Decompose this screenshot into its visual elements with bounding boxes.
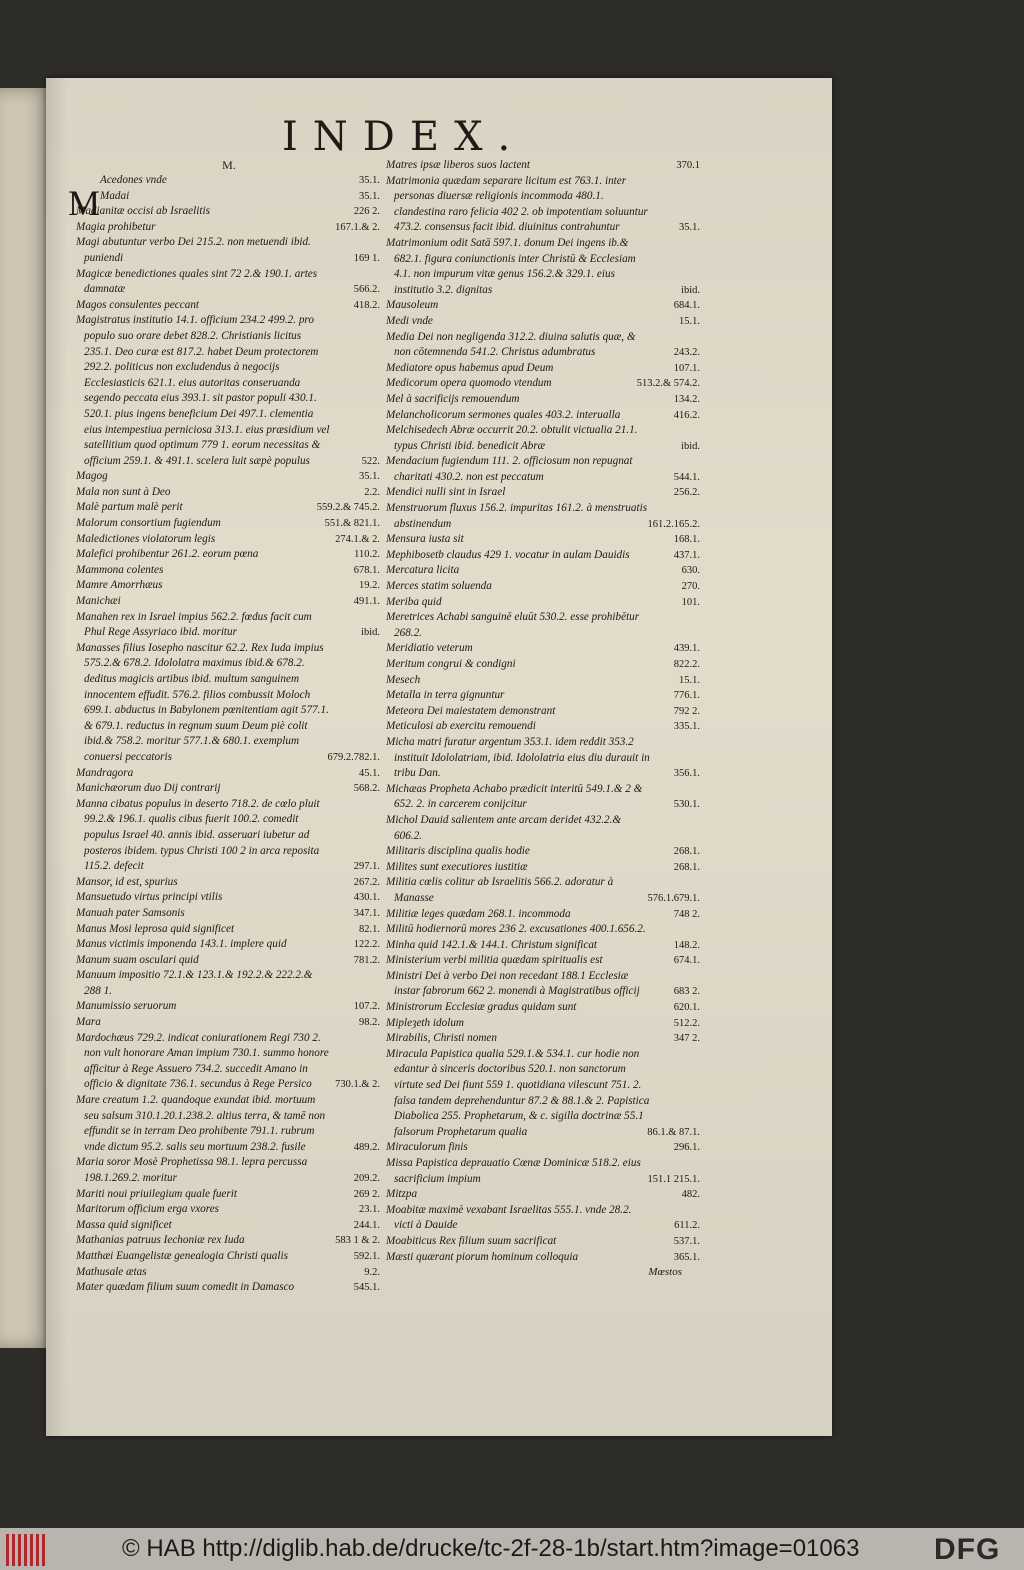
entry-text: Mensura iusta sit [386,533,464,546]
entry-page-ref: 134.2. [673,393,700,405]
entry-page-ref: 537.1. [673,1235,700,1247]
index-entry [76,220,382,236]
index-entry [386,236,702,298]
index-entry [76,1280,382,1296]
index-entry [386,174,702,236]
index-entry [386,595,702,611]
index-entry [386,610,702,641]
entry-text: Mansuetudo virtus principi vtilis [76,891,223,904]
index-entry [386,1234,702,1250]
entry-text: Madianitæ occisi ab Israelitis [76,205,210,218]
index-entry [76,516,382,532]
index-entry [76,1155,382,1186]
entry-page-ref: 86.1.& 87.1. [647,1126,700,1138]
index-entry [386,673,702,689]
entry-page-ref: 347 2. [673,1033,700,1045]
entry-text: Massa quid significet [76,1218,172,1231]
index-entry [386,641,702,657]
entry-page-ref: 148.2. [673,939,700,951]
entry-text: Manichæi [76,595,121,608]
hab-logo-icon [6,1534,46,1566]
entry-text: Malorum consortium fugiendum [76,517,221,530]
entry-text: Mare creatum 1.2. quandoque exundat ibid. mortuum seu salsum 310.1.20.1.238.2. altius terra, & tamē non effundit se in terram Deo prohibente 791.1. rubrum vnde dictum 95.2. salis seu mortuum 238.2. fusile [76,1094,326,1153]
index-entry [76,547,382,563]
entry-text: Michæas Propheta Achabo prædicit interitū 549.1.& 2 & 652. 2. in carcerem conijcitur [386,782,643,811]
index-entry [386,735,702,782]
index-entry [386,844,702,860]
entry-text: Mitzpa [386,1188,418,1201]
index-entry [76,1187,382,1203]
index-entry [76,1265,382,1281]
entry-page-ref: 19.2. [359,580,380,592]
entry-page-ref: 583 1 & 2. [335,1235,380,1247]
index-entry [76,766,382,782]
index-entry [386,907,702,923]
index-entry [386,813,702,844]
entry-text: Mirabilis, Christi nomen [386,1032,497,1045]
entry-text: Mater quædam filium suum comedit in Damasco [76,1281,295,1294]
index-entry [386,532,702,548]
entry-text: Magia prohibetur [76,220,156,233]
index-entry [386,361,702,377]
index-entry [386,953,702,969]
index-entry [386,657,702,673]
entry-page-ref: 35.1. [679,222,700,234]
entry-page-ref: 270. [681,581,700,593]
entry-text: Mathusale ætas [76,1265,147,1278]
index-entry [386,1203,702,1234]
entry-page-ref: 209.2. [353,1173,380,1184]
entry-text: Manumissio seruorum [76,1000,177,1013]
index-entry [386,454,702,485]
index-entry [386,392,702,408]
entry-text: Moabitæ maximè vexabant Israelitas 555.1. vnde 28.2. victi à Dauide [386,1203,632,1232]
entry-text: Manum suam osculari quid [76,953,199,966]
index-entry [76,235,382,266]
index-entry [386,314,702,330]
index-entry [386,579,702,595]
entry-text: Magog [76,470,108,483]
entry-page-ref: 167.1.& 2. [335,221,380,233]
index-entry [386,688,702,704]
entry-text: Militia cœlis colitur ab Israelitis 566.2. adoratur à Manasse [386,876,614,904]
index-entry [76,500,382,516]
entry-text: Meritum congrui & condigni [386,658,516,670]
entry-page-ref: 267.2. [353,876,380,888]
entry-page-ref: 98.2. [359,1017,380,1029]
index-entry [76,1249,382,1265]
entry-text: Mendacium fugiendum 111. 2. officiosum non repugnat charitati 430.2. non est peccatum [386,455,633,483]
entry-text: Malè partum malè perit [76,501,183,514]
entry-text: Magos consulentes peccant [76,298,200,311]
index-entry [386,782,702,813]
entry-page-ref: 268.1. [673,846,700,858]
entry-page-ref: 101. [681,596,700,608]
entry-page-ref: ibid. [361,627,380,639]
entry-text: Mardochæus 729.2. indicat coniurationem Regi 730 2. non vult honorare Aman impium 730.1. summo honore afficitur à Rege Assuero 734.2. succedit Amano in officio & dignitate 736.1. secundus à Rege Persico [76,1031,329,1091]
entry-text: Manahen rex in Israel impius 562.2. fœdus facit cum Phul Rege Assyriaco ibid. moritur [76,610,312,639]
entry-page-ref: 437.1. [673,549,700,561]
entry-page-ref: 522. [361,455,380,467]
index-entry [386,485,702,501]
entry-text: Militaris disciplina qualis hodie [386,845,530,858]
entry-text: Ministerium verbi militia quædam spiritualis est [386,954,603,967]
entry-page-ref: 678.1. [353,564,380,576]
entry-page-ref: 82.1. [359,923,380,935]
entry-text: Meriba quid [386,595,442,608]
entry-page-ref: 576.1.679.1. [647,892,700,904]
entry-page-ref: 107.2. [353,1001,380,1013]
catchword: Mœstos [648,1266,682,1279]
index-entry [76,532,382,548]
entry-text: Mercatura licita [386,564,460,577]
index-entry [386,1250,702,1266]
index-entry [76,485,382,501]
index-entry [386,969,702,1000]
entry-page-ref: 674.1. [673,955,700,967]
entry-page-ref: 2.2. [364,486,380,498]
index-entry [386,1047,702,1141]
index-entry [386,922,702,938]
entry-page-ref: 335.1. [673,721,700,733]
index-entry [386,158,702,174]
entry-page-ref: 418.2. [353,299,380,311]
entry-page-ref: 730.1.& 2. [335,1079,380,1091]
entry-text: Mæsti quærant piorum hominum colloquia [386,1250,579,1263]
entry-page-ref: 297.1. [353,861,380,873]
entry-text: Metalla in terra gignuntur [386,689,505,702]
index-entry [76,563,382,579]
index-entry [76,298,382,314]
entry-page-ref: 356.1. [673,768,700,780]
entry-text: Mendici nulli sint in Israel [386,486,506,499]
entry-text: Mipleȝeth idolum [386,1016,465,1029]
index-entry [76,781,382,797]
entry-text: Mesech [386,673,421,686]
index-entry [386,330,702,361]
entry-text: Acedones vnde [100,174,167,186]
entry-page-ref: 169 1. [353,252,380,264]
entry-text: Mandragora [76,766,134,779]
entry-text: Mammona colentes [76,563,164,576]
entry-text: Manna cibatus populus in deserto 718.2. de cœlo pluit 99.2.& 196.1. qualis cibus fuerit 100.2. comedit populus Israel 40. annis ibid. asseruari iubetur ad posteros ibidem. typus Christi 100 2 in arca reposita 115.2. defecit [76,797,320,873]
entry-text: Minha quid 142.1.& 144.1. Christum significat [386,938,598,951]
entry-text: Miraculorum finis [386,1141,468,1154]
entry-text: Mausoleum [386,299,439,312]
index-entry [76,968,382,999]
entry-page-ref: 110.2. [354,549,380,561]
entry-page-ref: 151.1 215.1. [647,1173,700,1185]
entry-text: Manus victimis imponenda 143.1. implere quid [76,938,287,951]
entry-text: Matthæi Euangelistæ genealogia Christi qualis [76,1249,288,1262]
index-entry [386,376,702,392]
index-entry [76,204,382,220]
index-entry [386,1187,702,1203]
entry-page-ref: 491.1. [353,596,380,608]
entry-page-ref: 592.1. [353,1250,380,1262]
index-entry [386,563,702,579]
entry-text: Mephibosetb claudus 429 1. vocatur in aulam Dauidis [386,548,630,561]
index-entry [386,704,702,720]
entry-text: Maledictiones violatorum legis [76,532,216,545]
index-entry [386,501,702,532]
entry-list-left [68,173,382,1296]
entry-page-ref: 416.2. [673,409,700,421]
entry-page-ref: 365.1. [673,1251,700,1263]
entry-page-ref: 370.1 [676,160,700,171]
index-column-left [68,158,382,1296]
entry-text: Maria soror Mosè Prophetissa 98.1. lepra percussa 198.1.269.2. moritur [76,1156,308,1184]
entry-text: Matrimonia quædam separare licitum est 763.1. inter personas diuersæ religionis incommoda 480.1. clandestina raro felicia 402 2. ob impotentiam soluuntur 473.2. consensus facit ibid. diuinitus contrahuntur [386,174,648,234]
entry-text: Melchisedech Abræ occurrit 20.2. obtulit victualia 21.1. typus Christi ibid. benedicit Abræ [386,424,638,452]
index-entry [76,1031,382,1093]
entry-page-ref: 683 2. [673,986,700,998]
entry-page-ref: 551.& 821.1. [324,518,380,530]
index-entry [76,267,382,298]
entry-text: Meteora Dei maiestatem demonstrant [386,704,556,717]
entry-page-ref: 244.1. [353,1219,380,1231]
entry-text: Manus Mosi leprosa quid significet [76,922,235,935]
entry-page-ref: 269 2. [353,1188,380,1200]
entry-page-ref: 822.2. [673,659,700,670]
initial-letter: M [68,183,101,223]
entry-page-ref: 9.2. [364,1266,380,1278]
entry-page-ref: 161.2.165.2. [647,518,700,530]
index-entry [76,594,382,610]
entry-text: Mel à sacrificijs remouendum [386,392,520,405]
entry-text: Maritorum officium erga vxores [76,1203,220,1216]
entry-text: Ministri Dei à verbo Dei non recedant 188.1 Ecclesiæ instar fabrorum 662 2. monendi à Magistratibus officij [386,969,640,998]
entry-page-ref: 568.2. [353,783,380,795]
entry-page-ref: 781.2. [353,954,380,966]
dfg-logo: DFG [934,1533,1001,1566]
index-entry [386,719,702,735]
entry-page-ref: 544.1. [673,471,700,483]
index-entry [76,890,382,906]
entry-page-ref: 513.2.& 574.2. [636,378,700,390]
entry-page-ref: 243.2. [673,347,700,359]
entry-page-ref: ibid. [681,440,700,452]
entry-page-ref: 489.2. [353,1141,380,1153]
index-entry [76,906,382,922]
entry-text: Malefici prohibentur 261.2. eorum pœna [76,548,259,561]
entry-page-ref: 347.1. [353,907,380,919]
index-entry [386,548,702,564]
entry-page-ref: 296.1. [673,1142,700,1154]
entry-page-ref: 512.2. [673,1017,700,1029]
index-entry [386,860,702,876]
index-entry [386,1000,702,1016]
entry-text: Militiæ leges quædam 268.1. incommoda [386,907,571,920]
entry-text: Missa Papistica deprauatio Cœnæ Dominicæ 518.2. eius sacrificium impium [386,1157,641,1185]
index-entry [76,875,382,891]
entry-text: Matrimonium odit Satā 597.1. donum Dei ingens ib.& 682.1. figura coniunctionis inter Christū & Ecclesiam 4.1. non impurum vitæ genus 156.2.& 329.1. eius institutio 3.2. dignitas [386,236,636,296]
entry-page-ref: ibid. [681,284,700,296]
index-entry [76,937,382,953]
entry-text: Menstruorum fluxus 156.2. impuritas 161.2. à menstruatis abstinendum [386,502,648,530]
entry-page-ref: 679.2.782.1. [327,751,380,763]
entry-page-ref: 226 2. [353,206,380,218]
entry-text: Matres ipsæ liberos suos lactent [386,159,530,171]
source-url[interactable]: © HAB http://diglib.hab.de/drucke/tc-2f-28-1b/start.htm?image=01063 [122,1535,860,1562]
entry-text: Mediatore opus habemus apud Deum [386,361,554,374]
index-entry [76,1093,382,1155]
index-entry [76,922,382,938]
entry-text: Manasses filius Iosepho nascitur 62.2. Rex Iuda impius 575.2.& 678.2. Idololatra maximus ibid.& 678.2. deditus magicis artibus ibid. multum sanguinem innocentem effudit. 576.2. filios combussit Moloch 699.1. abductus in Babylonem pœnitentiam agit 577.1. & 679.1. reductus in regnum suum Deum piè colit ibid.& 758.2. moritur 577.1.& 680.1. exemplum conuersi peccatoris [76,641,329,763]
entry-text: Mamre Amorrhæus [76,579,163,592]
entry-text: Madai [100,189,130,202]
index-entry [76,1202,382,1218]
entry-list-right [386,158,702,1265]
index-entry [76,469,382,485]
entry-page-ref: 107.1. [673,362,700,374]
entry-page-ref: 439.1. [673,643,700,655]
index-entry [76,999,382,1015]
index-entry [386,298,702,314]
entry-page-ref: 482. [681,1189,700,1201]
index-entry [76,797,382,875]
index-entry [386,938,702,954]
footer-bar [0,1528,1024,1570]
entry-page-ref: 35.1. [359,190,380,202]
entry-text: Micha matri furatur argentum 353.1. idem reddit 353.2 instituit Idololatriam, ibid. Idololatria eius diu durauit in tribu Dan. [386,735,650,780]
entry-page-ref: 776.1. [673,690,700,702]
entry-text: Moabiticus Rex filium suum sacrificat [386,1234,557,1247]
index-entry [76,953,382,969]
entry-text: Mariti noui priuilegium quale fuerit [76,1187,237,1200]
entry-text: Miracula Papistica qualia 529.1.& 534.1. cur hodie non edantur à sinceris doctoribus 520.1. non sanctorum virtute sed Dei fiunt 559 1. quotidiana vilescunt 751. 2. falsa tandem deprehenduntur 87.2 & 88.1.& 2. Papistica Diabolica 255. Prophetarum, & c. sigilla doctrinæ 55.1 falsorum Prophetarum qualia [386,1047,650,1138]
entry-page-ref: 684.1. [673,300,700,312]
book-page [46,78,832,1436]
entry-text: Mansor, id est, spurius [76,875,178,888]
entry-text: Manuah pater Samsonis [76,906,185,919]
entry-text: Michol Dauid salientem ante arcam deridet 432.2.& 606.2. [386,813,622,842]
section-letter: M. [222,158,236,172]
entry-text: Manichæorum duo Dij contrarij [76,782,221,795]
entry-page-ref: 530.1. [673,799,700,811]
entry-text: Media Dei non negligenda 312.2. diuina salutis quæ, & non cōtemnenda 541.2. Christus adumbratus [386,330,636,359]
entry-page-ref: 748 2. [673,908,700,920]
entry-text: Manuum impositio 72.1.& 123.1.& 192.2.& 222.2.& 288 1. [76,969,313,997]
index-entry [76,1015,382,1031]
entry-page-ref: 620.1. [673,1002,700,1014]
entry-page-ref: 566.2. [353,284,380,296]
index-entry [386,423,702,454]
index-entry [76,578,382,594]
entry-text: Medi vnde [386,314,433,327]
entry-text: Mathanias patruus Iechoniæ rex Iuda [76,1234,245,1247]
entry-page-ref: 792 2. [673,705,700,717]
entry-page-ref: 430.1. [353,892,380,904]
index-entry [386,1140,702,1156]
entry-page-ref: 15.1. [679,674,700,686]
index-entry [76,1233,382,1249]
index-entry [76,313,382,469]
index-entry [76,1218,382,1234]
entry-page-ref: 35.1. [359,471,380,483]
entry-page-ref: 15.1. [679,315,700,327]
entry-page-ref: 122.2. [353,939,380,951]
page-title: INDEX. [282,114,526,160]
entry-page-ref: 611.2. [674,1220,700,1232]
entry-page-ref: 630. [681,565,700,577]
entry-text: Mara [76,1016,101,1029]
index-entry [76,610,382,641]
entry-text: Magicæ benedictiones quales sint 72 2.& 190.1. artes damnatæ [76,267,318,296]
index-entry [386,1156,702,1187]
index-entry [386,1016,702,1032]
index-entry [386,875,702,906]
index-entry [76,641,382,766]
index-column-right [386,158,702,1281]
entry-page-ref: 45.1. [359,767,380,779]
entry-page-ref: 256.2. [673,487,700,499]
entry-page-ref: 35.1. [359,175,380,186]
entry-page-ref: 559.2.& 745.2. [316,502,380,514]
entry-text: Melancholicorum sermones quales 403.2. interualla [386,408,621,421]
entry-page-ref: 23.1. [359,1204,380,1216]
entry-text: Ministrorum Ecclesiæ gradus quidam sunt [386,1001,577,1014]
index-entry [76,189,382,205]
entry-text: Magistratus institutio 14.1. officium 234.2 499.2. pro populo suo orare debet 828.2. Christianis licitus 235.1. Deo curæ est 817.2. habet Deum protectorem 292.2. politicus non excludendus à negocijs Ecclesiasticis 621.1. eius autoritas conseruanda segendo peccata eius 393.1. sit pastor populi 430.1. 520.1. pius ingens beneficium Dei 497.1. clementia eius intempestiua perniciosa 313.1. eius præsidium vel satellitium quod optimum 779 1. eorum necessitas & officium 259.1. & 491.1. scelera luit sæpè populus [76,314,330,467]
entry-text: Milites sunt executiores iustitiæ [386,860,528,873]
previous-page-edge [0,88,52,1348]
index-entry [386,1031,702,1047]
entry-text: Meridiatio veterum [386,642,473,655]
entry-text: Medicorum opera quomodo vtendum [386,377,552,390]
entry-text: Merces statim soluenda [386,580,492,593]
entry-text: Militū hodiernorū mores 236 2. excusationes 400.1.656.2. [386,923,646,936]
entry-page-ref: 274.1.& 2. [335,533,380,545]
entry-text: Mala non sunt à Deo [76,485,171,498]
entry-page-ref: 268.1. [673,861,700,873]
entry-text: Meretrices Achabi sanguinē eluūt 530.2. esse prohibētur 268.2. [386,611,640,639]
entry-text: Magi abutuntur verbo Dei 215.2. non metuendi ibid. puniendi [76,236,311,264]
entry-text: Meticulosi ab exercitu remouendi [386,720,536,733]
index-entry [386,408,702,424]
entry-page-ref: 168.1. [673,534,700,546]
entry-page-ref: 545.1. [353,1282,380,1294]
